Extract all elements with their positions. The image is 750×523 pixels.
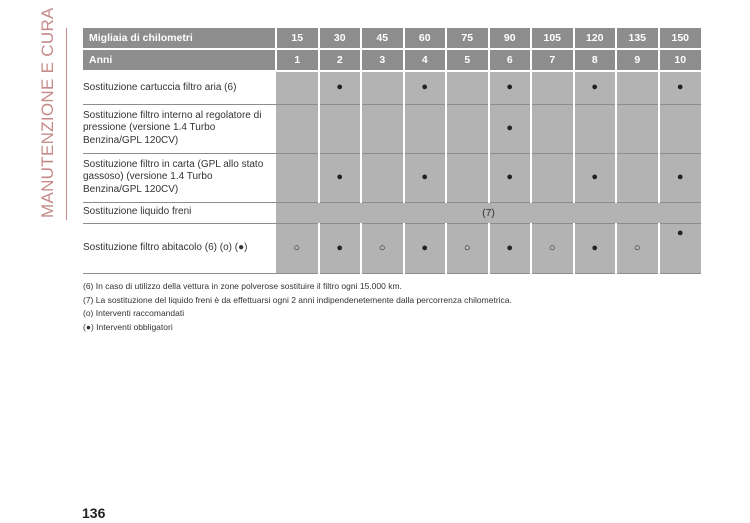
year-value: 1: [276, 49, 319, 71]
year-value: 3: [361, 49, 404, 71]
row-label: Sostituzione filtro abitacolo (6) (o) (●): [83, 223, 276, 273]
section-title: [36, 7, 66, 218]
km-value: 150: [659, 28, 702, 49]
interval-mark: ●: [676, 81, 684, 94]
interval-mark: ●: [506, 81, 514, 94]
interval-mark: ●: [506, 171, 514, 183]
year-value: 9: [616, 49, 659, 71]
years-header-label: Anni: [83, 49, 276, 71]
table-row: [83, 71, 701, 104]
km-value: 15: [276, 28, 319, 49]
brake-fluid-note-ref: (7): [276, 202, 701, 223]
km-value: 105: [531, 28, 574, 49]
km-value: 30: [319, 28, 362, 49]
table-row: [83, 104, 701, 153]
row-label: Sostituzione liquido freni: [83, 202, 276, 223]
km-value: 60: [404, 28, 447, 49]
km-value: 120: [574, 28, 617, 49]
km-value: 135: [616, 28, 659, 49]
row-label: Sostituzione filtro interno al regolatore di pressione (versione 1.4 Turbo Benzina/GPL 120CV): [83, 104, 276, 153]
interval-mark: ●: [591, 81, 599, 94]
section-title-text: MANUTENZIONE E CURA: [38, 7, 57, 218]
interval-mark: ●: [336, 241, 344, 254]
year-value: 4: [404, 49, 447, 71]
maintenance-table: [83, 28, 701, 274]
year-value: 6: [489, 49, 532, 71]
table-row: [83, 202, 701, 223]
km-value: 90: [489, 28, 532, 49]
interval-mark: ●: [506, 241, 514, 254]
footnotes: [83, 280, 703, 334]
interval-mark: ●: [421, 81, 429, 94]
year-value: 2: [319, 49, 362, 71]
interval-mark: ●: [676, 226, 684, 239]
interval-mark: ●: [421, 241, 429, 254]
footnote: (7) La sostituzione del liquido freni è da effettuarsi ogni 2 anni indipendenetemente dalla percorrenza chilometrica.: [83, 294, 512, 305]
km-header-label: Migliaia di chilometri: [83, 28, 276, 49]
interval-mark: ●: [506, 122, 514, 134]
km-header-row: [83, 28, 701, 49]
interval-mark: ●: [591, 241, 599, 254]
interval-mark: ○: [633, 241, 641, 254]
interval-mark: ●: [591, 171, 599, 183]
km-value: 75: [446, 28, 489, 49]
interval-mark: ○: [548, 241, 556, 254]
footnote: (o) Interventi raccomandati: [83, 308, 185, 318]
year-value: 5: [446, 49, 489, 71]
interval-mark: ○: [463, 241, 471, 254]
interval-mark: ●: [676, 171, 684, 183]
interval-mark: ●: [336, 171, 344, 183]
interval-mark: ●: [336, 81, 344, 94]
page-number: 136: [82, 505, 106, 521]
table-row: [83, 153, 701, 202]
interval-mark: ●: [421, 171, 429, 183]
years-header-row: [83, 49, 701, 71]
year-value: 8: [574, 49, 617, 71]
footnote: (●) Interventi obbligatori: [83, 321, 173, 332]
interval-mark: ○: [378, 241, 386, 254]
row-label: Sostituzione filtro in carta (GPL allo stato gassoso) (versione 1.4 Turbo Benzina/GPL 120CV): [83, 153, 276, 202]
year-value: 7: [531, 49, 574, 71]
interval-mark: ○: [293, 241, 301, 254]
year-value: 10: [659, 49, 702, 71]
footnote: (6) In caso di utilizzo della vettura in zone polverose sostituire il filtro ogni 15.000 km.: [83, 281, 402, 291]
row-label: Sostituzione cartuccia filtro aria (6): [83, 71, 276, 104]
section-divider: [66, 28, 67, 220]
table-row: [83, 223, 701, 273]
km-value: 45: [361, 28, 404, 49]
